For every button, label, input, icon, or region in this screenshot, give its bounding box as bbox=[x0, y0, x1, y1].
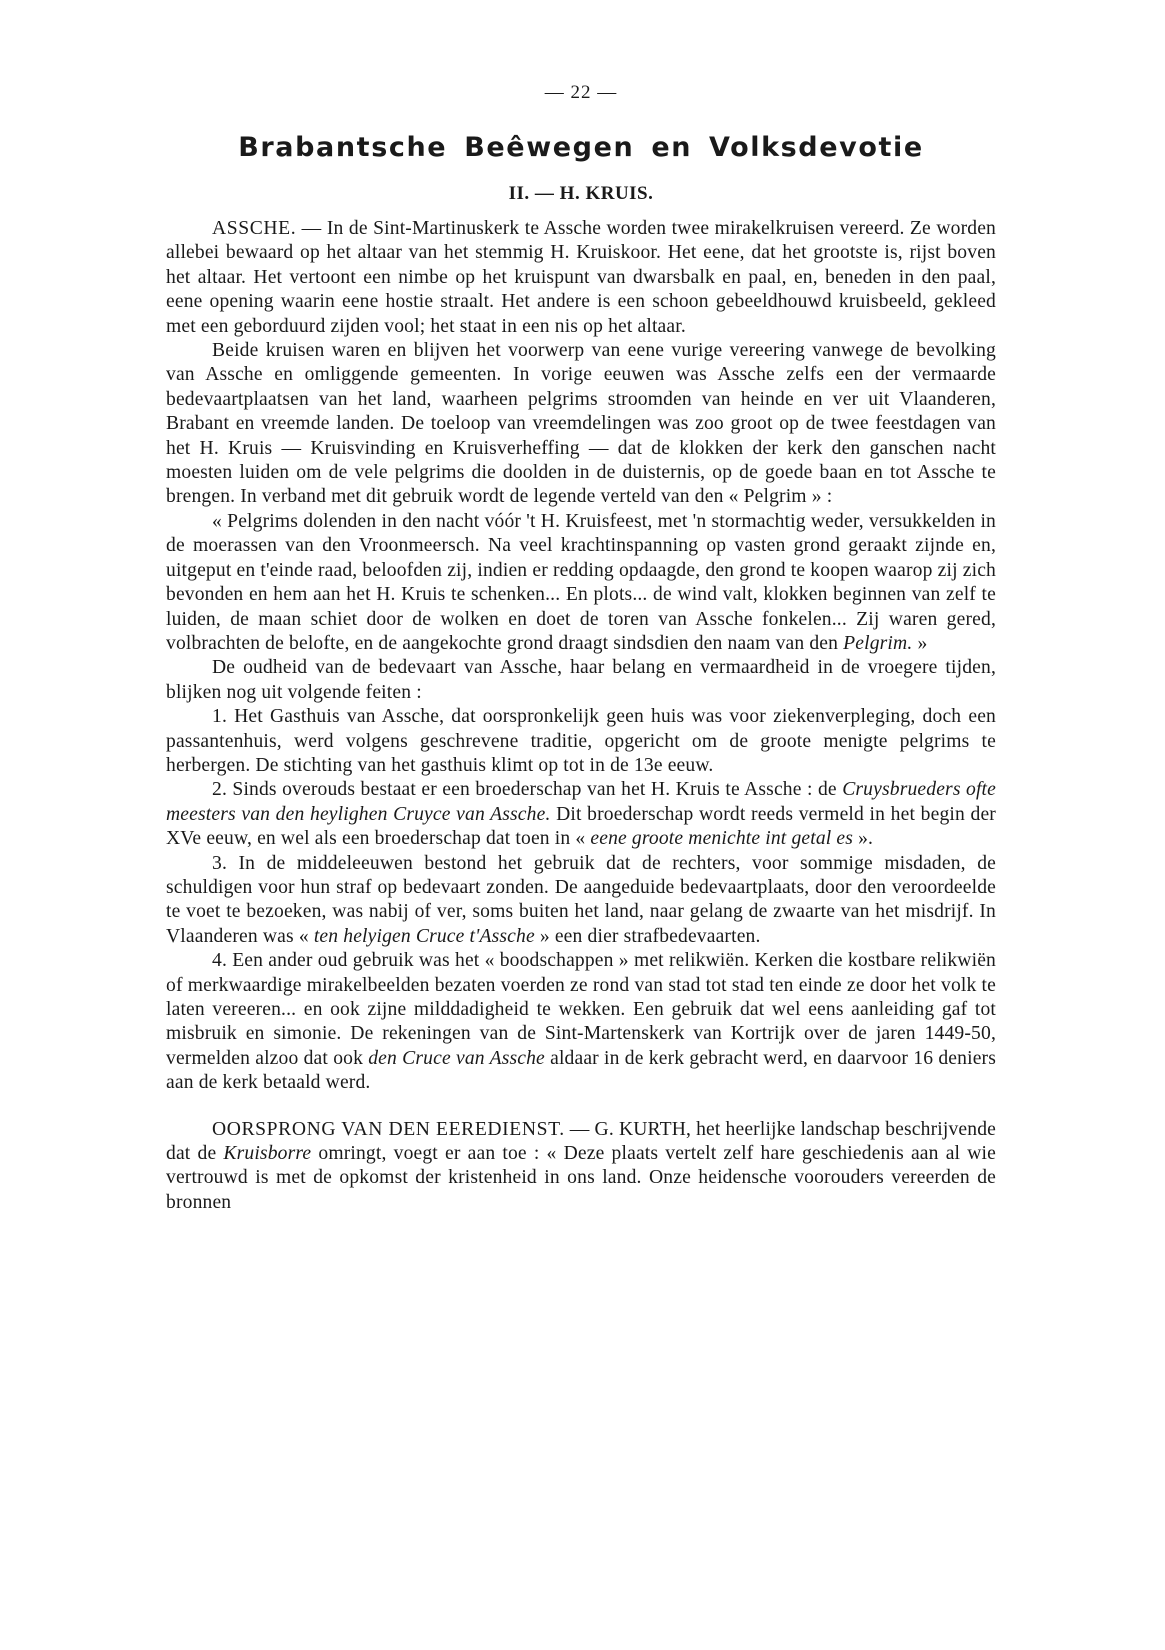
paragraph-kruisen bbox=[166, 339, 996, 510]
paragraph-fact-4 bbox=[166, 949, 996, 1095]
italic-text: ten helyigen Cruce t'Assche bbox=[313, 925, 535, 947]
page-number: — 22 — bbox=[544, 82, 618, 103]
paragraph-oorsprong bbox=[166, 1118, 996, 1216]
paragraph-text: ». bbox=[853, 828, 874, 850]
article-title: Brabantsche Beêwegen en Volksdevotie bbox=[238, 132, 924, 163]
paragraph-fact-3 bbox=[166, 852, 996, 950]
paragraph-text: » bbox=[912, 632, 928, 654]
paragraph-assche bbox=[166, 217, 996, 339]
paragraph-lead: OORSPRONG VAN DEN EEREDIENST. bbox=[212, 1118, 565, 1140]
paragraph-text: 3. In de middeleeuwen bestond het gebruik dat de rechters, voor sommige misdaden, de schuldigen voor hun straf op bedevaart zonden. De aangeduide bedevaartplaats, door den veroordeelde te voet te bezoeken, was nabij of ver, soms buiten het land, naar gelang de zwaarte van het misdrijf. In Vlaanderen was « bbox=[166, 852, 996, 947]
paragraph-text: Beide kruisen waren en blijven het voorwerp van eene vurige vereering vanwege de bevolking van Assche en omliggende gemeenten. In vorige eeuwen was Assche zelfs een der vermaarde bedevaartplaatsen van het land, waarheen pelgrims stroomden van heinde en ver uit Vlaanderen, Brabant en vreemde landen. De toeloop van vreemdelingen was zoo groot op de twee feestdagen van het H. Kruis — Kruisvinding en Kruisverheffing — dat de klokken der kerk den ganschen nacht moesten luiden om de vele pelgrims die doolden in de duisternis, op de goede baan en tot Assche te brengen. In verband met dit gebruik wordt de legende verteld van den « Pelgrim » : bbox=[166, 340, 996, 508]
paragraph-text: aldaar in de kerk gebracht werd, en daarvoor 16 deniers aan de kerk betaald werd. bbox=[166, 1047, 996, 1094]
paragraph-oudheid bbox=[166, 656, 996, 705]
paragraph-text: 1. Het Gasthuis van Assche, dat oorspronkelijk geen huis was voor ziekenverpleging, doch een passantenhuis, werd volgens geschrevene traditie, opgericht om de groote menigte pelgrims te herbergen. De stichting van het gasthuis klimt op tot in de 13e eeuw. bbox=[166, 706, 996, 776]
paragraph-lead: ASSCHE. bbox=[212, 218, 297, 239]
italic-text: Kruisborre bbox=[223, 1143, 312, 1165]
paragraph-text: — In de Sint-Martinuskerk te Assche worden twee mirakelkruisen vereerd. Ze worden allebei bewaard op het altaar van het stemmig H. Kruiskoor. Het eene, dat het grootste is, rijst boven het altaar. Het vertoont een nimbe op het kruispunt van dwarsbalk en paal, en, beneden in den paal, eene opening waarin eene hostie straalt. Het andere is een schoon gebeeldhouwd kruisbeeld, gekleed met een geborduurd zijden vool; het staat in een nis op het altaar. bbox=[166, 218, 996, 337]
italic-text: eene groote menichte int getal es bbox=[590, 828, 854, 850]
italic-text: Pelgrim. bbox=[843, 632, 913, 654]
paragraph-text: omringt, voegt er aan toe : « Deze plaats vertelt zelf hare geschiedenis aan al wie vertrouwd is met de opkomst der kristenheid in ons land. Onze heidensche voorouders vereerden de bronnen bbox=[166, 1143, 996, 1213]
paragraph-text: 2. Sinds overouds bestaat er een broederschap van het H. Kruis te Assche : de bbox=[212, 779, 843, 801]
article-body bbox=[166, 217, 996, 1215]
paragraph-fact-1 bbox=[166, 705, 996, 778]
section-subtitle: II. — H. KRUIS. bbox=[508, 183, 654, 204]
paragraph-text: Dit broederschap wordt reeds vermeld in het begin der XVe eeuw, en wel als een broederschap dat toen in « bbox=[166, 803, 996, 850]
paragraph-legend-pelgrim bbox=[166, 510, 996, 656]
paragraph-text: De oudheid van de bedevaart van Assche, haar belang en vermaardheid in de vroegere tijden, blijken nog uit volgende feiten : bbox=[166, 657, 996, 703]
paragraph-text: « Pelgrims dolenden in den nacht vóór 't H. Kruisfeest, met 'n stormachtig weder, versukkelden in de moerassen van den Vroonmeersch. Na veel krachtinspanning op vasten grond geraakt zijnde en, uitgeput en t'einde raad, beloofden zij, indien er redding opdaagde, den grond te koopen waarop zij zich bevonden en hem aan het H. Kruis te schenken... En plots... de wind valt, klokken beginnen van zelf te luiden, de maan schiet door de wolken en doet de toren van Assche fonkelen... Zij waren gered, volbrachten de belofte, en de aangekochte grond draagt sindsdien den naam van den bbox=[166, 510, 996, 654]
paragraph-fact-2 bbox=[166, 778, 996, 851]
italic-text: Cruysbrueders ofte meesters van den heylighen Cruyce van Assche. bbox=[166, 779, 996, 825]
paragraph-text: » een dier strafbedevaarten. bbox=[534, 925, 761, 947]
document-page bbox=[166, 82, 996, 1215]
paragraph-text: 4. Een ander oud gebruik was het « boodschappen » met relikwiën. Kerken die kostbare relikwiën of merkwaardige mirakelbeelden bezaten voerden ze rond van stad tot stad ten einde ze door het volk te laten vereeren... en ook zijne milddadigheid te wekken. Een gebruik dat wel eens aanleiding gaf tot misbruik en simonie. De rekeningen van de Sint-Martenskerk van Kortrijk over de jaren 1449-50, vermelden alzoo dat ook bbox=[166, 950, 996, 1069]
italic-text: den Cruce van Assche bbox=[368, 1047, 545, 1069]
paragraph-text: — G. KURTH, het heerlijke landschap beschrijvende dat de bbox=[166, 1118, 996, 1165]
